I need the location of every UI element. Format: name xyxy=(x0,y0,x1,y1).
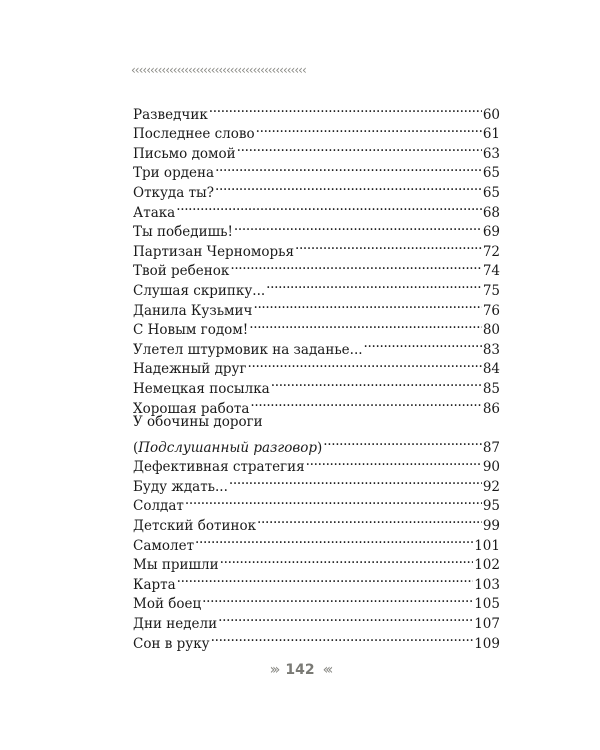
toc-entry-page: 107 xyxy=(474,616,500,633)
toc-entry-title: Дефективная стратегия xyxy=(133,459,305,476)
toc-entry-title: Три ордена xyxy=(133,165,215,182)
toc-leader-dots xyxy=(253,295,481,315)
toc-leader-dots xyxy=(323,432,482,452)
toc-entry-page: 86 xyxy=(482,400,500,417)
toc-entry xyxy=(133,569,500,593)
toc-entry-page: 68 xyxy=(482,204,500,221)
toc-entry-page: 92 xyxy=(482,478,500,495)
toc-entry-title: Детский ботинок xyxy=(133,518,257,535)
toc-leader-dots xyxy=(266,275,482,295)
toc-entry-page: 69 xyxy=(482,224,500,241)
toc-entry-title: Мы пришли xyxy=(133,557,219,574)
toc-leader-dots xyxy=(249,315,482,335)
toc-entry-page: 102 xyxy=(474,557,500,574)
toc-leader-dots xyxy=(177,569,474,589)
page-number: 142 xyxy=(285,662,315,678)
toc-entry-page: 103 xyxy=(474,576,500,593)
toc-entry xyxy=(133,99,500,123)
toc-entry-page: 101 xyxy=(474,537,500,554)
toc-entry-page: 85 xyxy=(482,380,500,397)
page-footer xyxy=(0,659,600,681)
toc-entry-page: 95 xyxy=(482,498,500,515)
toc-entry-title: Последнее слово xyxy=(133,126,255,143)
toc-entry-title: Письмо домой xyxy=(133,145,236,162)
table-of-contents xyxy=(133,99,500,652)
toc-entry-page: 75 xyxy=(482,282,500,299)
toc-entry-title: Немецкая посылка xyxy=(133,380,270,397)
toc-entry xyxy=(133,491,500,515)
toc-entry-title: Буду ждать... xyxy=(133,478,228,495)
toc-entry-page: 74 xyxy=(482,263,500,280)
toc-leader-dots xyxy=(195,530,473,550)
toc-entry-title: Карта xyxy=(133,576,176,593)
toc-entry xyxy=(133,589,500,613)
toc-entry-subtitle: Подслушанный разговор xyxy=(138,439,317,456)
toc-entry-title: Дни недели xyxy=(133,616,218,633)
toc-entry xyxy=(133,510,500,535)
toc-entry-title: Партизан Черноморья xyxy=(133,243,294,260)
toc-leader-dots xyxy=(234,217,482,237)
toc-leader-dots xyxy=(248,354,482,374)
toc-entry-title xyxy=(133,439,323,459)
footer-right-arrows: ‹‹‹ xyxy=(322,662,331,678)
toc-entry-title: Твой ребенок xyxy=(133,263,230,280)
toc-entry-title: Улетел штурмовик на заданье... xyxy=(133,341,363,358)
toc-leader-dots xyxy=(185,491,482,511)
toc-entry-page: 84 xyxy=(482,361,500,378)
footer-left-arrows: ››› xyxy=(269,662,278,678)
toc-leader-dots xyxy=(237,138,482,158)
toc-entry-title: Надежный друг xyxy=(133,361,247,378)
toc-entry-title: Солдат xyxy=(133,498,184,515)
toc-leader-dots xyxy=(218,608,473,628)
toc-leader-dots xyxy=(257,510,482,530)
toc-entry-page: 90 xyxy=(482,459,500,476)
toc-leader-dots xyxy=(271,373,482,393)
toc-entry-title: Слушая скрипку... xyxy=(133,282,266,299)
toc-leader-dots xyxy=(215,177,482,197)
toc-entry-title: Сон в руку xyxy=(133,635,210,652)
toc-entry-title: У обочины дороги xyxy=(133,413,263,430)
toc-entry-page: 80 xyxy=(482,322,500,339)
toc-leader-dots xyxy=(176,197,482,217)
toc-entry-page: 72 xyxy=(482,243,500,260)
toc-entry-page: 63 xyxy=(482,145,500,162)
toc-entry-page: 60 xyxy=(482,106,500,123)
toc-entry-title: Данила Кузьмич xyxy=(133,302,253,319)
toc-leader-dots xyxy=(250,393,481,413)
toc-leader-dots xyxy=(364,334,482,354)
toc-entry-page: 65 xyxy=(482,184,500,201)
top-chevron-ornament: ‹‹‹‹‹‹‹‹‹‹‹‹‹‹‹‹‹‹‹‹‹‹‹‹‹‹‹‹‹‹‹‹‹‹‹‹‹‹‹‹‹‹‹‹‹‹ xyxy=(131,63,306,77)
toc-entry xyxy=(133,432,500,456)
toc-entry xyxy=(133,217,500,241)
toc-entry-title: Откуда ты? xyxy=(133,184,215,201)
toc-leader-dots xyxy=(202,589,473,609)
toc-entry-page: 87 xyxy=(482,439,500,456)
toc-entry-title: Самолет xyxy=(133,537,195,554)
toc-entry-heading xyxy=(133,413,500,433)
toc-entry-title: Хорошая работа xyxy=(133,400,250,417)
toc-leader-dots xyxy=(295,236,482,256)
toc-entry-title: Разведчик xyxy=(133,106,208,123)
toc-leader-dots xyxy=(209,99,482,119)
toc-entry-page: 76 xyxy=(482,302,500,319)
toc-entry-title: С Новым годом! xyxy=(133,322,249,339)
toc-entry-page: 61 xyxy=(482,126,500,143)
toc-leader-dots xyxy=(215,158,482,178)
toc-leader-dots xyxy=(229,471,482,491)
toc-entry-page: 99 xyxy=(482,518,500,535)
toc-leader-dots xyxy=(220,550,474,570)
toc-entry-title: Ты победишь! xyxy=(133,224,233,241)
toc-entry-page: 109 xyxy=(474,635,500,652)
toc-entry-page: 83 xyxy=(482,341,500,358)
toc-paren-close: ) xyxy=(316,439,323,456)
toc-entry-title: Атака xyxy=(133,204,176,221)
toc-leader-dots xyxy=(256,119,482,139)
toc-entry-page: 105 xyxy=(474,596,500,613)
toc-entry-title: Мой боец xyxy=(133,596,202,613)
toc-entry xyxy=(133,197,500,221)
toc-entry-page: 65 xyxy=(482,165,500,182)
toc-leader-dots xyxy=(306,452,482,472)
toc-leader-dots xyxy=(211,628,474,648)
toc-paren-open: ( xyxy=(133,439,139,456)
toc-leader-dots xyxy=(230,256,481,276)
